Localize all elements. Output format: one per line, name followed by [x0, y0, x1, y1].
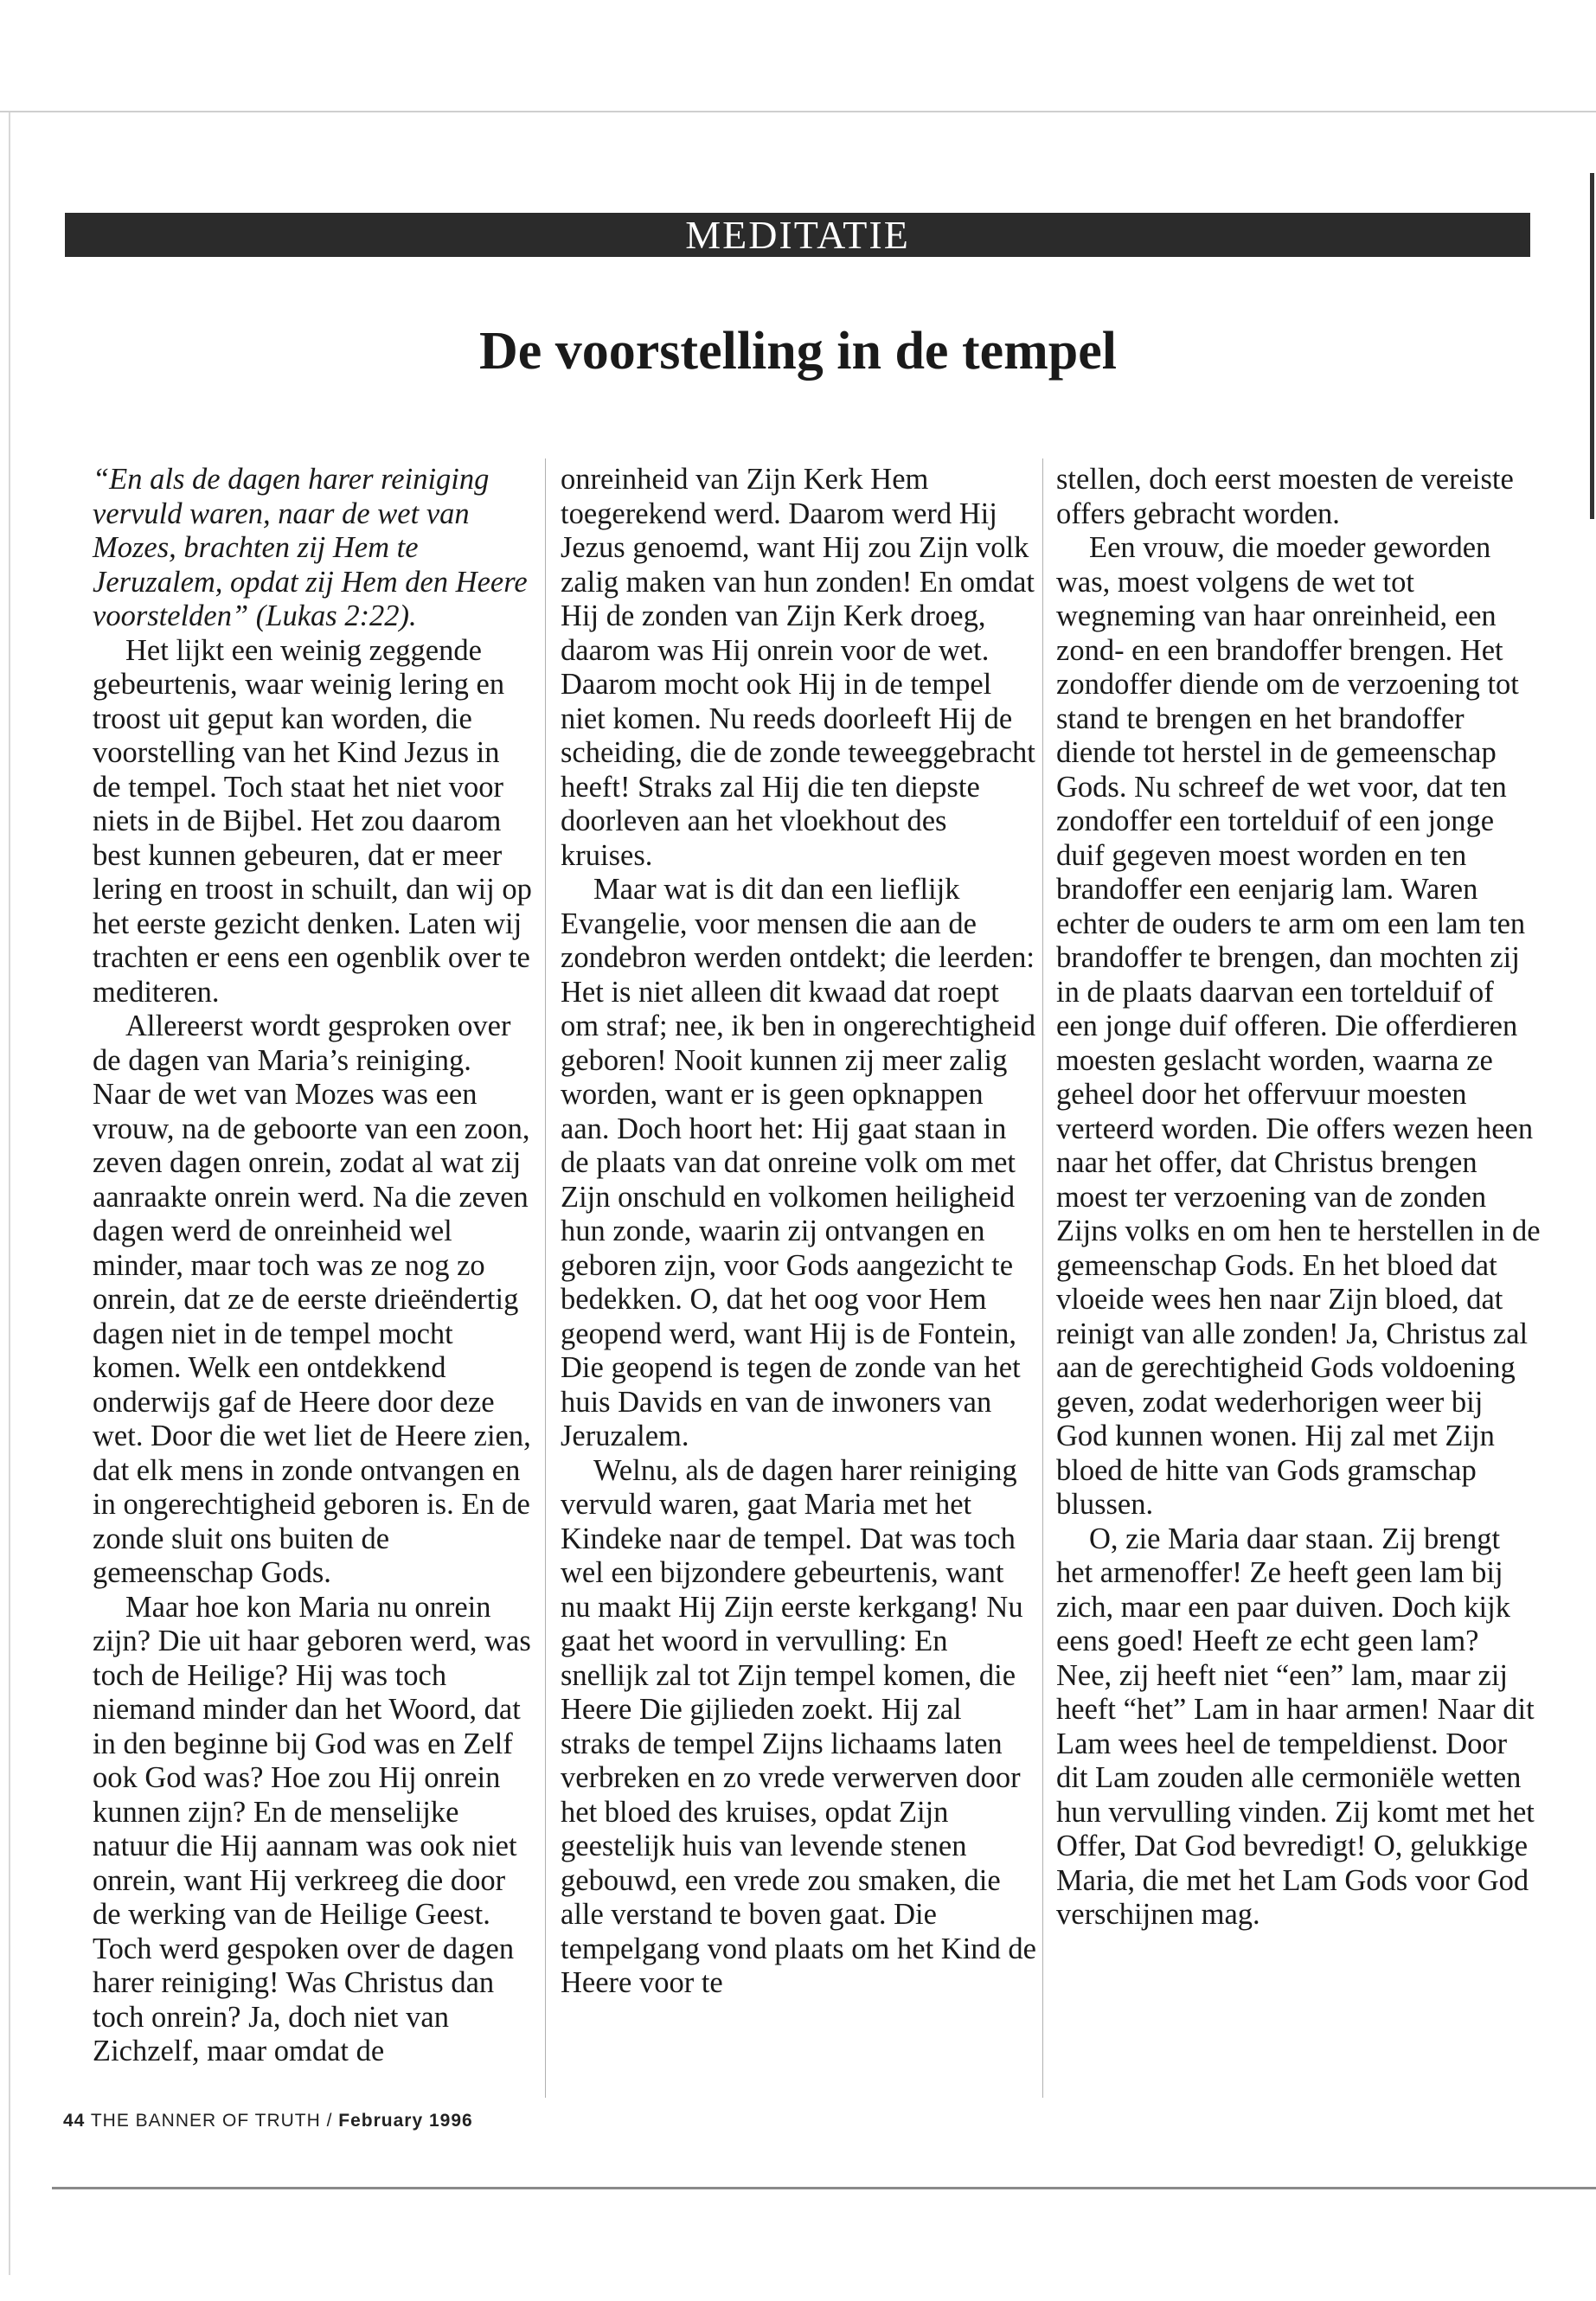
paragraph: Een vrouw, die moeder geworden was, moest volgens de wet tot wegneming van haar onreinheid, een zond- en een brandoffer brengen. Het zondoffer diende om de verzoening tot stand te brengen en het brandoffer diende tot herstel in de gemeenschap Gods. Nu schreef de wet voor, dat ten zondoffer een tortelduif of een jonge duif gegeven moest worden en ten brandoffer een eenjarig lam. Waren echter de ouders te arm om een lam ten brandoffer te brengen, dan mochten zij in de plaats daarvan een tortelduif of een jonge duif offeren. Die offerdieren moesten geslacht worden, waarna ze geheel door het offervuur moesten verteerd worden. Die offers wezen heen naar het offer, dat Christus brengen moest ter verzoening van de zonden Zijns volks en om hen te herstellen in de gemeenschap Gods. En het bloed dat vloeide wees hen naar Zijn bloed, dat reinigt van alle zonden! Ja, Christus zal aan de gerechtigheid Gods voldoening geven, zodat wederhorigen weer bij God kunnen wonen. Hij zal met Zijn bloed de hitte van Gods gramschap blussen.	[1056, 531, 1541, 1521]
scan-edge-top	[0, 111, 1596, 112]
scan-edge-left	[9, 112, 10, 2275]
paragraph: Maar wat is dit dan een lieflijk Evangelie, voor mensen die aan de zondebron werden ontdekt; die leerden: Het is niet alleen dit kwaad dat roept om straf; nee, ik ben in ongerechtigheid geboren! Nooit kunnen zij meer zalig worden, want er is geen opknappen aan. Doch hoort het: Hij gaat staan in de plaats van dat onreine volk om met Zijn onschuld en volkomen heiligheid hun zonde, waarin zij ontvangen en geboren zijn, voor Gods aangezicht te bedekken. O, dat het oog voor Hem geopend werd, want Hij is de Fontein, Die geopend is tegen de zonde van het huis Davids en van de inwoners van Jeruzalem.	[561, 873, 1035, 1452]
page-footer	[63, 2111, 473, 2131]
paragraph: Maar hoe kon Maria nu onrein zijn? Die uit haar geboren werd, was toch de Heilige? Hij was toch niemand minder dan het Woord, dat in den beginne bij God was en Zelf ook God was? Hoe zou Hij onrein kunnen zijn? En de menselijke natuur die Hij aannam was ook niet onrein, want Hij verkreeg die door de werking van de Heilige Geest. Toch werd gespoken over de dagen harer reiniging! Was Christus dan toch onrein? Ja, doch niet van Zichzelf, maar omdat de	[93, 1590, 531, 2067]
article-title: De voorstelling in de tempel	[478, 322, 1117, 381]
paragraph: O, zie Maria daar staan. Zij brengt het armenoffer! Ze heeft geen lam bij zich, maar een paar duiven. Doch kijk eens goed! Heeft ze echt geen lam? Nee, zij heeft niet “een” lam, maar zij heeft “het” Lam in haar armen! Naar dit Lam wees heel de tempeldienst. Door dit Lam zouden alle cermoniële wetten hun vervulling vinden. Zij komt met het Offer, Dat God bevredigt! O, gelukkige Maria, die met het Lam Gods voor God verschijnen mag.	[1056, 1522, 1535, 1931]
paragraph: stellen, doch eerst moesten de vereiste offers gebracht worden.	[1056, 463, 1514, 530]
page-number: 44	[63, 2111, 86, 2131]
paragraph: Welnu, als de dagen harer reiniging vervuld waren, gaat Maria met het Kindeke naar de tempel. Dat was toch wel een bijzondere gebeurtenis, want nu maakt Hij Zijn eerste kerkgang! Nu gaat het woord in vervulling: En snellijk zal tot Zijn tempel komen, die Heere Die gijlieden zoekt. Hij zal straks de tempel Zijns lichaams laten verbreken en zo vrede verwerven door het bloed des kruises, opdat Zijn geestelijk huis van levende stenen gebouwd, een vrede zou smaken, die alle verstand te boven gaat. Die tempelgang vond plaats om het Kind de Heere voor te	[561, 1453, 1036, 1999]
paragraph: onreinheid van Zijn Kerk Hem toegerekend werd. Daarom werd Hij Jezus genoemd, want Hij zou Zijn volk zalig maken van hun zonden! En omdat Hij de zonden van Zijn Kerk droeg, daarom was Hij onrein voor de wet. Daarom mocht ook Hij in de tempel niet komen. Nu reeds doorleeft Hij de scheiding, die de zonde teweeggebracht heeft! Straks zal Hij die ten diepste doorleven aan het vloekhout des kruises.	[561, 463, 1035, 872]
paragraph: Allereerst wordt gesproken over de dagen van Maria’s reiniging. Naar de wet van Mozes was een vrouw, na de geboorte van een zoon, zeven dagen onrein, zodat al wat zij aanraakte onrein werd. Na die zeven dagen werd de onreinheid wel minder, maar toch was ze nog zo onrein, dat ze de eerste drieëndertig dagen niet in de tempel mocht komen. Welk een ontdekkend onderwijs gaf de Heere door deze wet. Door die wet liet de Heere zien, dat elk mens in zonde ontvangen en in ongerechtigheid geboren is. En de zonde sluit ons buiten de gemeenschap Gods.	[93, 1009, 531, 1589]
column-3	[1056, 463, 1541, 1932]
paragraph: Het lijkt een weinig zeggende gebeurtenis, waar weinig lering en troost uit geput kan worden, die voorstelling van het Kind Jezus in de tempel. Toch staat het niet voor niets in de Bijbel. Het zou daarom best kunnen gebeuren, dat er meer lering en troost in schuilt, dan wij op het eerste gezicht denken. Laten wij trachten er eens een ogenblik over te mediteren.	[93, 633, 532, 1009]
scan-edge-bottom	[52, 2187, 1596, 2189]
column-1	[93, 463, 534, 2069]
column-2	[561, 463, 1038, 2001]
column-divider	[545, 458, 546, 2098]
section-label: MEDITATIE	[685, 212, 910, 257]
publication-name: THE BANNER OF TRUTH /	[90, 2111, 333, 2131]
section-banner	[65, 213, 1530, 257]
column-divider	[1042, 458, 1043, 2098]
scripture-quote: “En als de dagen harer reiniging vervuld waren, naar de wet van Mozes, brachten zij Hem te Jeruzalem, opdat zij Hem den Heere voorstelden” (Lukas 2:22).	[93, 463, 528, 632]
issue-date: February 1996	[338, 2111, 473, 2131]
